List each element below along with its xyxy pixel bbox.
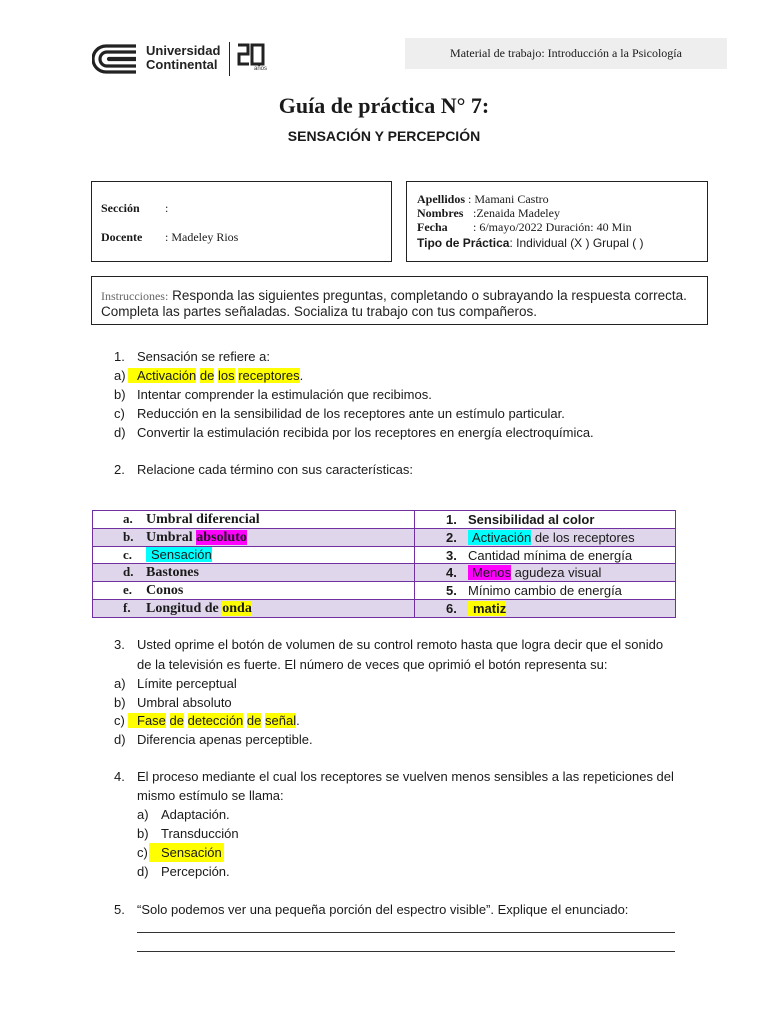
table-row: f. Longitud de onda 6. matiz [93, 600, 676, 618]
question-text: Relacione cada término con sus características: [137, 462, 414, 477]
tipo-row: Tipo de Práctica: Individual (X ) Grupal ( ) [417, 236, 644, 250]
uc-emblem-icon [92, 42, 140, 76]
instructions-label: Instrucciones: [101, 289, 169, 303]
page-subtitle: SENSACIÓN Y PERCEPCIÓN [287, 128, 481, 144]
answer-line[interactable] [137, 951, 675, 952]
docente-value: : Madeley Rios [165, 230, 239, 244]
answer-line[interactable] [137, 932, 675, 933]
instructions-text: Responda las siguientes preguntas, completando o subrayando la respuesta correcta. Completa las partes señaladas. Socializa tu trabajo con tus compañeros. [101, 288, 687, 319]
question-text: Sensación se refiere a: [137, 349, 270, 364]
question-text: Usted oprime el botón de volumen de su control remoto hasta que logra decir que el sonido [137, 637, 664, 652]
university-logo [92, 42, 272, 78]
logo-divider [229, 42, 230, 76]
table-row: b. Umbral absoluto 2. Activación de los receptores [93, 529, 676, 547]
apellidos-row: Apellidos : Mamani Castro [417, 192, 549, 206]
question-text: “Solo podemos ver una pequeña porción del espectro visible”. Explique el enunciado: [137, 902, 629, 917]
logo-wordmark: Universidad Continental [146, 43, 221, 72]
anniversary-badge [236, 42, 270, 76]
table-row: c. Sensación 3. Cantidad mínima de energía [93, 547, 676, 564]
question-text: El proceso mediante el cual los receptores se vuelven menos sensibles a las repeticiones del [137, 769, 674, 784]
page-title: Guía de práctica N° 7: [278, 93, 490, 118]
anniversary-label: años [254, 66, 268, 72]
table-row: d. Bastones 4. Menos agudeza visual [93, 564, 676, 582]
anniversary-20-icon [236, 42, 266, 68]
seccion-label: Sección [101, 201, 140, 215]
instructions-box [91, 276, 708, 325]
docente-label: Docente [101, 230, 143, 244]
table-row: a. Umbral diferencial 1. Sensibilidad al color [93, 511, 676, 529]
fecha-row: Fecha : 6/mayo/2022 Duración: 40 Min [417, 220, 632, 234]
material-header: Material de trabajo: Introducción a la Psicología [405, 38, 727, 69]
table-row: e. Conos 5. Mínimo cambio de energía [93, 582, 676, 600]
student-info-box [406, 181, 708, 262]
nombres-row: Nombres :Zenaida Madeley [417, 206, 560, 220]
seccion-value: : [165, 201, 169, 215]
matching-table [92, 510, 676, 618]
section-info-box [91, 181, 392, 262]
